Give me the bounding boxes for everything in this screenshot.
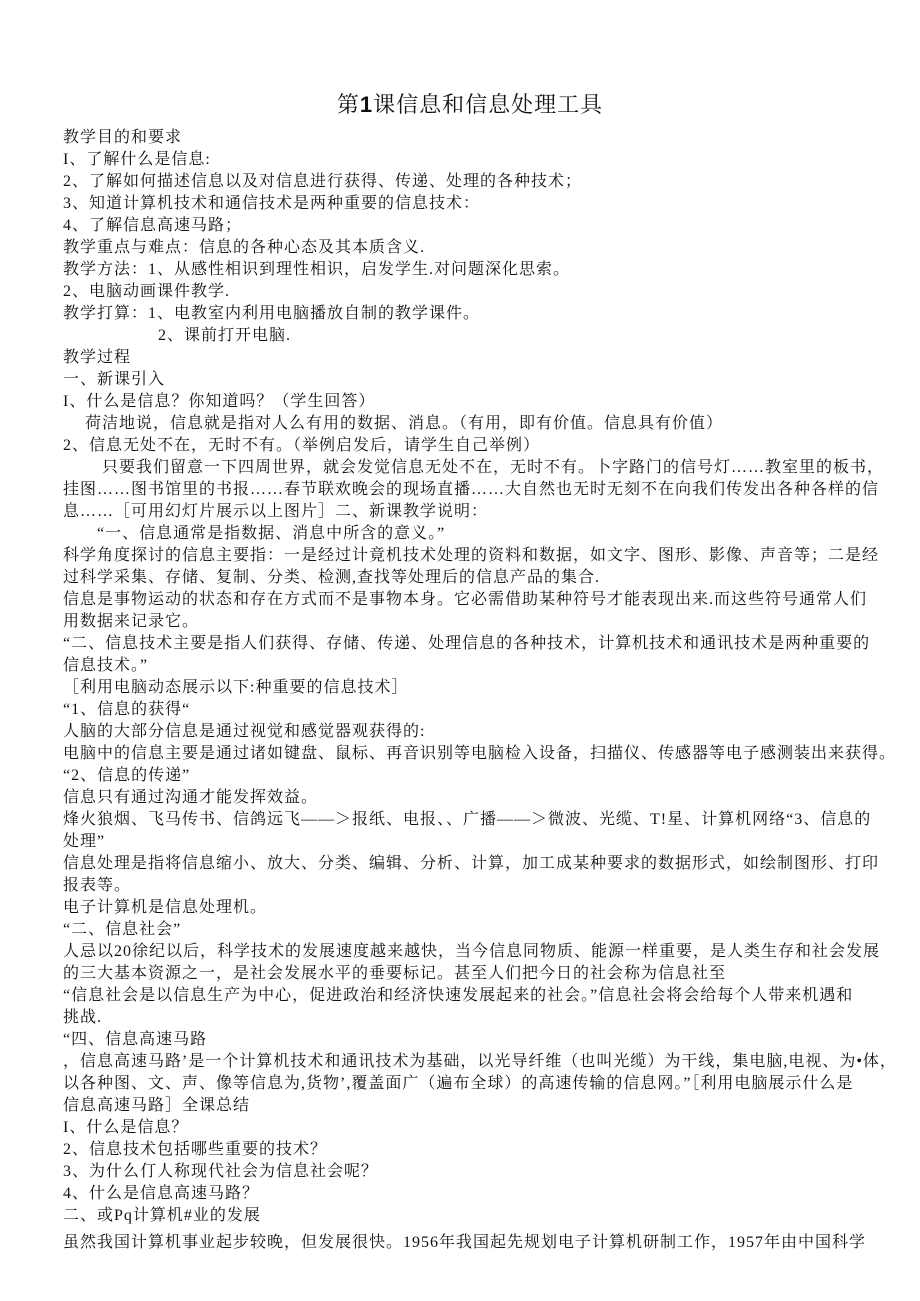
teaching-preparation-line: 2、课前打开电脑. <box>158 327 292 344</box>
paragraph-line: 信息高速马路］全课总结 <box>63 1097 251 1114</box>
quoted-definition: “二、信息技术主要是指人们获得、存储、传递、处理信息的各种技术，计算机技术和通讯技术是两种重要的 <box>63 635 871 652</box>
quoted-definition: 信息技术。” <box>63 657 149 674</box>
subsection-heading: “二、信息社会” <box>63 921 182 938</box>
paragraph-line: 只要我们留意一下四周世界，就会发觉信息无处不在，无时不有。卜字路门的信号灯……教室里的板书， <box>102 459 885 476</box>
subsection-heading: “2、信息的传递” <box>63 767 191 784</box>
objective-item: 3、知道计算机技术和通信技术是两种重要的信息技术： <box>63 195 481 212</box>
section-heading-objectives: 教学目的和要求 <box>63 129 183 146</box>
quoted-definition: “信息社会是以信息生产为中心，促进政治和经济快速发展起来的社会。”信息社会将会给每个人带来机遇和 <box>63 987 854 1004</box>
text-line: I、什么是信息？你知道吗？（学生回答） <box>63 393 376 410</box>
paragraph-line: 息……［可用幻灯片展示以上图片］二、新课教学说明： <box>63 503 489 520</box>
paragraph-line: 处理” <box>63 833 106 850</box>
key-points-line: 教学重点与难点：信息的各种心态及其本质含义. <box>63 239 426 256</box>
objective-item: I、了解什么是信息: <box>63 151 211 168</box>
text-line: 2、信息无处不在，无时不有。（举例启发后，请学生自己举例） <box>63 437 541 454</box>
paragraph-line: 人忌以20徐纪以后，科学技术的发展速度越来越快，当今信息同物质、能源一样重要，是人类生存和社会发展 <box>63 943 881 960</box>
paragraph-line: 挂图……图书馆里的书报……春节联欢晚会的现场直播……大自然也无时无刻不在向我们传发出各种各样的信 <box>63 481 880 498</box>
section-heading: 二、或Pq计算机#业的发展 <box>63 1207 261 1224</box>
section-heading-process: 教学过程 <box>63 349 132 366</box>
paragraph-line: 人脑的大部分信息是通过视觉和感觉器观获得的: <box>63 723 426 740</box>
title-lesson-number: 1 <box>359 92 374 117</box>
objective-item: 4、了解信息高速马路； <box>63 217 243 234</box>
paragraph-line: 用数据来记录它。 <box>63 613 200 630</box>
summary-question: 2、信息技术包括哪些重要的技术？ <box>63 1141 328 1158</box>
page-title <box>20 90 920 120</box>
paragraph-line: 过科学采集、存储、复制、分类、检测,查找等处理后的信息产品的集合. <box>63 569 601 586</box>
quoted-definition: “一、信息通常是指数据、消息中所含的意义。” <box>97 525 446 542</box>
subsection-heading: “四、信息高速马路 <box>63 1031 208 1048</box>
paragraph-line: 的三大基本资源之一，是社会发展水平的垂要标记。甚至人们把今日的社会称为信息社至 <box>63 965 727 982</box>
slide-note: ［利用电脑动态展示以下:种重要的信息技术］ <box>63 679 409 696</box>
paragraph-line: 虽然我国计算机事业起步较晚，但发展很快。1956年我国起先规划电子计算机研制工作，1957年由中国科学 <box>63 1234 867 1251</box>
paragraph-line: 信息是事物运动的状态和存在方式而不是事物本身。它必需借助某种符号才能表现出来.而这些符号通常人们 <box>63 591 868 608</box>
paragraph-line: 电子计算机是信息处理机。 <box>63 899 268 916</box>
summary-question: I、什么是信息？ <box>63 1119 189 1136</box>
subsection-heading: “1、信息的获得“ <box>63 701 191 718</box>
paragraph-line: 电脑中的信息主要是通过诸如键盘、鼠标、再音识别等电脑检入设备，扫描仪、传感器等电子感测装出来获得。 <box>63 745 897 762</box>
paragraph-line: 信息处理是指将信息缩小、放大、分类、编辑、分析、计算，加工成某种要求的数据形式，如绘制图形、打印 <box>63 855 880 872</box>
teaching-method-line: 教学方法：1、从感性相识到理性相识，启发学生.对问题深化思索。 <box>63 261 571 278</box>
paragraph-line: 烽火狼烟、飞马传书、信鸽远飞——＞报纸、电报、、广播——＞微波、光缆、T!星、计算机网络“3、信息的 <box>63 811 872 828</box>
title-prefix: 第 <box>336 92 360 117</box>
paragraph-line: 报表等。 <box>63 877 132 894</box>
paragraph-line: 信息只有通过沟通才能发挥效益。 <box>63 789 319 806</box>
title-suffix: 课信息和信息处理工具 <box>373 92 604 117</box>
summary-question: 4、什么是信息高速马路？ <box>63 1185 260 1202</box>
paragraph-line: 挑战. <box>63 1009 103 1026</box>
objective-item: 2、了解如何描述信息以及对信息进行获得、传递、处理的各种技术； <box>63 173 583 190</box>
summary-question: 3、为什么仃人称现代社会为信息社会呢？ <box>63 1163 379 1180</box>
paragraph-line: 科学角度探讨的信息主要指：一是经过计竟机技术处理的资料和数据，如文字、图形、影像、声音等；二是经 <box>63 547 880 564</box>
text-line: 荷洁地说，信息就是指对人么有用的数据、消息。（有用，即有价值。信息具有价值） <box>85 415 724 432</box>
paragraph-line: ，信息高速马路’是一个计算机技术和通讯技术为基础，以光导纤维（也叫光缆）为干线，集电脑,电视、为•体， <box>63 1053 897 1070</box>
paragraph-line: 以各种图、文、声、像等信息为,货物’,覆盖面广（遍布全球）的高速传输的信息网。”［利用电脑展示什么是 <box>63 1075 854 1092</box>
document-body <box>63 127 915 1254</box>
subsection-heading: 一、新课引入 <box>63 371 166 388</box>
teaching-preparation-line: 教学打算：1、电教室内利用电脑播放自制的教学课件。 <box>63 305 481 322</box>
teaching-method-line: 2、电脑动画课件教学. <box>63 283 231 300</box>
